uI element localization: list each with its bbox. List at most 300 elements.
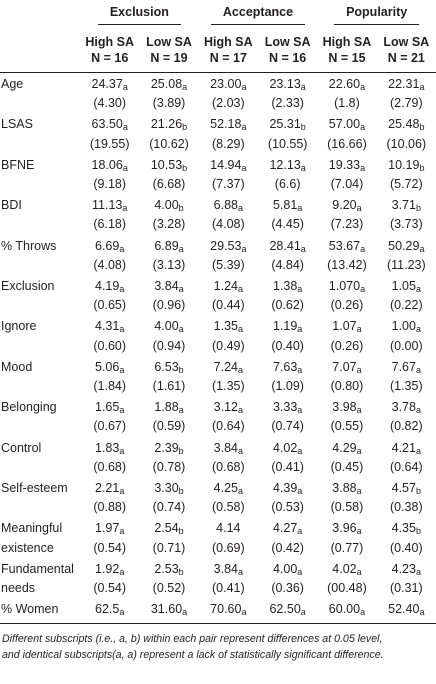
mean-cell xyxy=(317,113,376,134)
table-row-mean xyxy=(0,113,436,134)
sd-cell: (0.59) xyxy=(152,419,186,434)
mean-cell xyxy=(377,315,436,336)
sd-cell: (0.67) xyxy=(93,419,127,434)
significance-subscript: a xyxy=(419,607,425,618)
mean-value: 3.71 xyxy=(391,198,416,213)
mean-cell xyxy=(317,235,376,256)
sd-cell: (0.41) xyxy=(271,459,304,474)
mean-value: 1.88 xyxy=(154,400,179,415)
mean-value: 63.50 xyxy=(91,117,123,132)
mean-cell xyxy=(199,154,258,175)
significance-subscript: a xyxy=(122,122,128,133)
significance-subscript: a xyxy=(237,203,243,214)
mean-cell xyxy=(80,437,139,458)
mean-value: 23.00 xyxy=(210,77,242,91)
mean-value: 4.23 xyxy=(391,561,416,576)
row-label xyxy=(0,73,80,114)
mean-cell xyxy=(139,275,198,296)
row-label-line: BDI xyxy=(1,198,22,213)
mean-cell xyxy=(139,73,198,95)
sd-cell: (13.42) xyxy=(327,257,367,272)
row-label-line: BFNE xyxy=(1,157,35,172)
significance-subscript: b xyxy=(178,445,184,456)
mean-value: 19.33 xyxy=(328,157,361,172)
significance-subscript: a xyxy=(119,526,125,537)
sd-cell: (19.55) xyxy=(89,136,130,151)
mean-cell xyxy=(139,437,198,458)
mean-cell xyxy=(317,73,376,95)
significance-subscript: a xyxy=(178,243,184,254)
table-row-mean xyxy=(0,477,436,498)
significance-subscript: a xyxy=(241,243,247,254)
significance-subscript: a xyxy=(119,486,125,497)
mean-value: 2.21 xyxy=(95,481,120,496)
mean-cell xyxy=(80,315,139,336)
mean-cell xyxy=(258,154,317,175)
significance-subscript: a xyxy=(360,607,366,618)
sd-cell: (0.65) xyxy=(93,298,127,313)
row-label xyxy=(0,275,80,315)
row-label-line: Self-esteem xyxy=(1,481,68,496)
sd-cell: (0.26) xyxy=(330,338,364,353)
row-label xyxy=(0,113,80,153)
sd-cell: (0.22) xyxy=(389,298,423,313)
mean-cell xyxy=(139,396,198,417)
significance-subscript: a xyxy=(297,405,303,416)
sd-cell: (4.08) xyxy=(93,257,127,272)
sd-cell: (0.42) xyxy=(271,540,304,555)
significance-subscript: a xyxy=(360,284,366,295)
mean-cell xyxy=(258,235,317,256)
significance-subscript: a xyxy=(237,324,243,335)
significance-subscript: a xyxy=(237,364,243,375)
significance-subscript: a xyxy=(419,82,425,92)
sd-cell: (16.66) xyxy=(327,136,367,151)
mean-value: 4.29 xyxy=(332,440,357,455)
mean-cell xyxy=(258,356,317,377)
row-label-line: Exclusion xyxy=(1,279,55,294)
sd-cell: (10.62) xyxy=(149,136,189,151)
significance-subscript: a xyxy=(356,364,362,375)
significance-subscript: a xyxy=(356,203,362,214)
mean-cell xyxy=(139,477,198,498)
mean-value: 1.97 xyxy=(95,521,120,536)
sd-cell: (8.29) xyxy=(212,136,245,151)
significance-subscript: a xyxy=(297,284,303,295)
subgroup-header-row xyxy=(0,29,436,73)
table-row-mean xyxy=(0,194,436,215)
table-row-mean xyxy=(0,437,436,458)
mean-cell xyxy=(377,477,436,498)
mean-cell xyxy=(258,477,317,498)
mean-cell xyxy=(139,356,198,377)
sd-cell: (0.26) xyxy=(330,298,364,313)
mean-cell xyxy=(80,396,139,417)
sd-cell: (0.80) xyxy=(330,379,364,394)
table-header xyxy=(0,0,436,73)
mean-value: 21.26 xyxy=(150,117,183,132)
mean-value: 3.12 xyxy=(213,400,238,415)
mean-value: 23.13 xyxy=(269,77,301,91)
significance-subscript: b xyxy=(419,122,425,133)
row-label-line: Ignore xyxy=(1,319,37,334)
significance-subscript: a xyxy=(356,486,362,497)
sd-cell: (0.71) xyxy=(152,540,186,555)
mean-value: 1.00 xyxy=(391,319,416,334)
significance-subscript: a xyxy=(297,445,303,456)
significance-subscript: a xyxy=(297,324,303,335)
mean-cell xyxy=(199,517,258,538)
sd-cell: (00.48) xyxy=(327,581,367,596)
mean-cell xyxy=(258,396,317,417)
mean-cell xyxy=(80,194,139,215)
significance-subscript: b xyxy=(178,203,184,214)
mean-value: 10.19 xyxy=(388,157,420,172)
mean-cell xyxy=(317,275,376,296)
sd-cell: (0.69) xyxy=(212,540,245,555)
mean-value: 10.53 xyxy=(150,157,183,172)
row-label-line: Fundamental xyxy=(1,561,74,576)
table-note xyxy=(0,624,436,663)
mean-value: 3.84 xyxy=(213,561,238,576)
sd-cell: (0.45) xyxy=(330,459,364,474)
mean-cell xyxy=(377,517,436,538)
mean-value: 7.24 xyxy=(213,359,238,374)
row-label xyxy=(0,558,80,598)
mean-cell xyxy=(139,154,198,175)
table-row-mean xyxy=(0,396,436,417)
mean-value: 22.60 xyxy=(328,77,361,91)
mean-value: 6.69 xyxy=(95,238,120,253)
subgroup-header: High SA N = 17 xyxy=(204,35,253,65)
mean-cell xyxy=(199,73,258,95)
sd-cell: (0.49) xyxy=(212,338,245,353)
mean-value: 4.14 xyxy=(216,521,241,536)
significance-subscript: b xyxy=(415,486,421,497)
mean-cell xyxy=(377,598,436,624)
sd-cell: (1.8) xyxy=(334,96,360,111)
significance-subscript: a xyxy=(297,526,303,537)
significance-subscript: b xyxy=(300,122,306,133)
table-row-mean xyxy=(0,275,436,296)
sd-cell: (0.44) xyxy=(212,298,245,313)
mean-cell xyxy=(317,517,376,538)
significance-subscript: a xyxy=(178,405,184,416)
mean-cell xyxy=(317,396,376,417)
mean-value: 52.18 xyxy=(210,117,242,132)
sd-cell: (0.58) xyxy=(212,500,245,515)
mean-value: 3.98 xyxy=(332,400,357,415)
row-label-line: Mood xyxy=(1,359,33,374)
mean-cell xyxy=(377,396,436,417)
sd-cell: (3.28) xyxy=(152,217,186,232)
mean-value: 22.31 xyxy=(388,77,420,91)
sd-cell: (3.89) xyxy=(152,96,186,111)
mean-value: 5.81 xyxy=(272,198,298,213)
significance-subscript: a xyxy=(119,364,125,375)
sd-cell: (2.79) xyxy=(389,96,423,111)
mean-cell xyxy=(199,113,258,134)
mean-value: 6.53 xyxy=(154,359,179,374)
mean-value: 6.89 xyxy=(154,238,179,253)
mean-value: 25.48 xyxy=(388,117,420,132)
mean-value: 70.60 xyxy=(210,602,242,617)
mean-value: 4.25 xyxy=(213,481,238,496)
mean-cell xyxy=(317,356,376,377)
mean-value: 7.67 xyxy=(391,359,416,374)
mean-cell xyxy=(199,235,258,256)
significance-subscript: a xyxy=(122,203,128,214)
mean-cell xyxy=(80,73,139,95)
mean-cell xyxy=(80,275,139,296)
mean-value: 4.00 xyxy=(154,319,179,334)
mean-cell xyxy=(139,315,198,336)
mean-cell xyxy=(80,558,139,579)
mean-value: 4.27 xyxy=(272,521,298,536)
significance-subscript: a xyxy=(182,82,188,92)
significance-subscript: a xyxy=(360,122,366,133)
mean-value: 1.35 xyxy=(213,319,238,334)
mean-value: 4.00 xyxy=(272,561,298,576)
significance-subscript: a xyxy=(241,162,247,173)
significance-subscript: a xyxy=(419,243,425,254)
sd-cell: (1.09) xyxy=(271,379,304,394)
sd-cell: (0.38) xyxy=(389,500,423,515)
mean-value: 1.92 xyxy=(95,561,120,576)
row-label-line: needs xyxy=(1,581,36,596)
mean-cell xyxy=(377,154,436,175)
significance-subscript: a xyxy=(360,82,366,92)
group-header-blank xyxy=(0,0,80,29)
mean-cell xyxy=(80,517,139,538)
mean-value: 62.5 xyxy=(95,602,120,617)
mean-value: 9.20 xyxy=(332,198,357,213)
mean-value: 14.94 xyxy=(210,157,242,172)
row-label: % Women xyxy=(1,602,59,617)
sd-cell: (6.6) xyxy=(274,177,301,192)
significance-subscript: a xyxy=(297,486,303,497)
mean-value: 60.00 xyxy=(328,602,361,617)
sd-cell: (0.40) xyxy=(389,540,423,555)
subgroup-header: High SA N = 16 xyxy=(85,35,134,65)
mean-value: 2.53 xyxy=(154,561,179,576)
mean-cell xyxy=(317,315,376,336)
table-body xyxy=(0,73,436,624)
sd-cell: (5.39) xyxy=(212,257,245,272)
sd-cell: (4.84) xyxy=(271,257,304,272)
significance-subscript: a xyxy=(360,162,366,173)
mean-value: 24.37 xyxy=(91,77,123,91)
mean-value: 1.070 xyxy=(328,279,361,294)
sd-cell: (10.55) xyxy=(267,136,308,151)
significance-subscript: a xyxy=(241,607,247,618)
significance-subscript: b xyxy=(419,162,425,173)
row-label-line: % Throws xyxy=(1,238,57,253)
row-label xyxy=(0,235,80,275)
table-row-mean xyxy=(0,517,436,538)
significance-subscript: b xyxy=(178,364,184,375)
significance-subscript: a xyxy=(415,445,421,456)
mean-value: 3.88 xyxy=(332,481,357,496)
sd-cell: (6.68) xyxy=(152,177,186,192)
significance-subscript: a xyxy=(356,566,362,577)
mean-value: 4.21 xyxy=(391,440,416,455)
mean-cell xyxy=(377,356,436,377)
significance-subscript: a xyxy=(119,284,125,295)
mean-cell xyxy=(377,275,436,296)
sd-cell: (2.33) xyxy=(271,96,304,111)
mean-value: 18.06 xyxy=(91,157,123,172)
mean-value: 3.33 xyxy=(272,400,298,415)
sd-cell: (11.23) xyxy=(386,257,426,272)
table-row-women xyxy=(0,598,436,624)
row-label-line: Age xyxy=(1,77,24,91)
mean-cell xyxy=(139,598,198,624)
table-row-mean xyxy=(0,356,436,377)
mean-value: 4.02 xyxy=(272,440,298,455)
sd-cell: (4.30) xyxy=(93,96,127,111)
mean-cell xyxy=(139,194,198,215)
mean-value: 52.40 xyxy=(388,602,420,617)
sd-cell: (0.31) xyxy=(389,581,423,596)
sd-cell: (0.00) xyxy=(389,338,423,353)
mean-value: 1.19 xyxy=(272,319,298,334)
mean-value: 2.39 xyxy=(154,440,179,455)
significance-subscript: a xyxy=(297,566,303,577)
sd-cell: (1.84) xyxy=(93,379,127,394)
mean-cell xyxy=(377,194,436,215)
significance-subscript: a xyxy=(119,405,125,416)
sd-cell: (3.13) xyxy=(152,257,186,272)
significance-subscript: a xyxy=(178,284,184,295)
mean-cell xyxy=(317,558,376,579)
significance-subscript: a xyxy=(122,162,128,173)
mean-value: 4.57 xyxy=(391,481,416,496)
table-row-mean xyxy=(0,154,436,175)
sd-cell: (9.18) xyxy=(93,177,127,192)
sd-cell: (0.55) xyxy=(330,419,364,434)
mean-value: 7.07 xyxy=(332,359,357,374)
significance-subscript: b xyxy=(415,203,421,214)
mean-cell xyxy=(377,73,436,95)
significance-subscript: b xyxy=(178,566,184,577)
sd-cell: (0.62) xyxy=(271,298,304,313)
mean-value: 3.30 xyxy=(154,481,179,496)
significance-subscript: a xyxy=(297,364,303,375)
mean-value: 1.05 xyxy=(391,279,416,294)
mean-value: 31.60 xyxy=(150,602,183,617)
significance-subscript: a xyxy=(415,284,421,295)
subgroup-header-blank xyxy=(0,29,80,73)
mean-cell xyxy=(377,235,436,256)
mean-cell xyxy=(258,437,317,458)
sd-cell: (0.74) xyxy=(152,500,186,515)
group-header-acceptance: Acceptance xyxy=(199,0,318,29)
mean-value: 1.38 xyxy=(272,279,298,294)
mean-value: 5.06 xyxy=(95,359,120,374)
row-label-line: existence xyxy=(1,540,54,555)
sd-cell: (0.52) xyxy=(152,581,186,596)
mean-cell xyxy=(80,356,139,377)
mean-value: 4.00 xyxy=(154,198,179,213)
row-label-line: Belonging xyxy=(1,400,57,415)
mean-value: 25.08 xyxy=(150,77,183,91)
row-label-line: Meaningful xyxy=(1,521,63,536)
mean-cell xyxy=(80,235,139,256)
sd-cell: (0.64) xyxy=(212,419,245,434)
mean-value: 1.83 xyxy=(95,440,120,455)
mean-cell xyxy=(199,558,258,579)
significance-subscript: a xyxy=(356,405,362,416)
sd-cell: (0.53) xyxy=(271,500,304,515)
table-row-mean xyxy=(0,235,436,256)
mean-cell xyxy=(317,437,376,458)
sd-cell: (0.94) xyxy=(152,338,186,353)
significance-subscript: a xyxy=(241,122,247,133)
mean-cell xyxy=(199,194,258,215)
mean-cell xyxy=(258,598,317,624)
sd-cell: (1.61) xyxy=(152,379,186,394)
significance-subscript: a xyxy=(182,607,188,618)
sd-cell: (4.45) xyxy=(271,217,304,232)
mean-cell xyxy=(258,73,317,95)
sd-cell: (7.37) xyxy=(212,177,245,192)
sd-cell: (7.04) xyxy=(330,177,364,192)
mean-value: 2.54 xyxy=(154,521,179,536)
significance-subscript: b xyxy=(182,122,188,133)
significance-subscript: a xyxy=(360,243,366,254)
significance-subscript: a xyxy=(415,405,421,416)
mean-cell xyxy=(199,477,258,498)
significance-subscript: a xyxy=(237,405,243,416)
mean-value: 1.24 xyxy=(213,279,238,294)
table-note-line: and identical subscripts(a, a) represent a lack of statistically significant difference. xyxy=(2,649,384,662)
mean-cell xyxy=(317,477,376,498)
mean-cell xyxy=(80,598,139,624)
mean-value: 3.84 xyxy=(213,440,238,455)
mean-value: 4.02 xyxy=(332,561,357,576)
significance-subscript: a xyxy=(237,284,243,295)
significance-subscript: a xyxy=(415,566,421,577)
mean-cell xyxy=(258,275,317,296)
mean-value: 62.50 xyxy=(269,602,301,617)
significance-subscript: b xyxy=(415,526,421,537)
significance-subscript: a xyxy=(119,243,125,254)
mean-cell xyxy=(258,113,317,134)
row-label xyxy=(0,154,80,194)
significance-subscript: a xyxy=(356,526,362,537)
mean-cell xyxy=(139,558,198,579)
mean-value: 1.07 xyxy=(332,319,357,334)
row-label xyxy=(0,437,80,477)
table-row-mean xyxy=(0,73,436,95)
mean-cell xyxy=(80,477,139,498)
significance-subscript: a xyxy=(415,324,421,335)
significance-subscript: a xyxy=(237,486,243,497)
mean-value: 1.65 xyxy=(95,400,120,415)
significance-subscript: b xyxy=(182,162,188,173)
mean-value: 53.67 xyxy=(328,238,361,253)
mean-cell xyxy=(377,437,436,458)
mean-cell xyxy=(80,154,139,175)
sd-cell: (3.73) xyxy=(389,217,423,232)
mean-cell xyxy=(199,356,258,377)
row-label xyxy=(0,356,80,396)
group-header-row xyxy=(0,0,436,29)
significance-subscript: a xyxy=(178,324,184,335)
sd-cell: (4.08) xyxy=(212,217,245,232)
sd-cell: (0.88) xyxy=(93,500,127,515)
